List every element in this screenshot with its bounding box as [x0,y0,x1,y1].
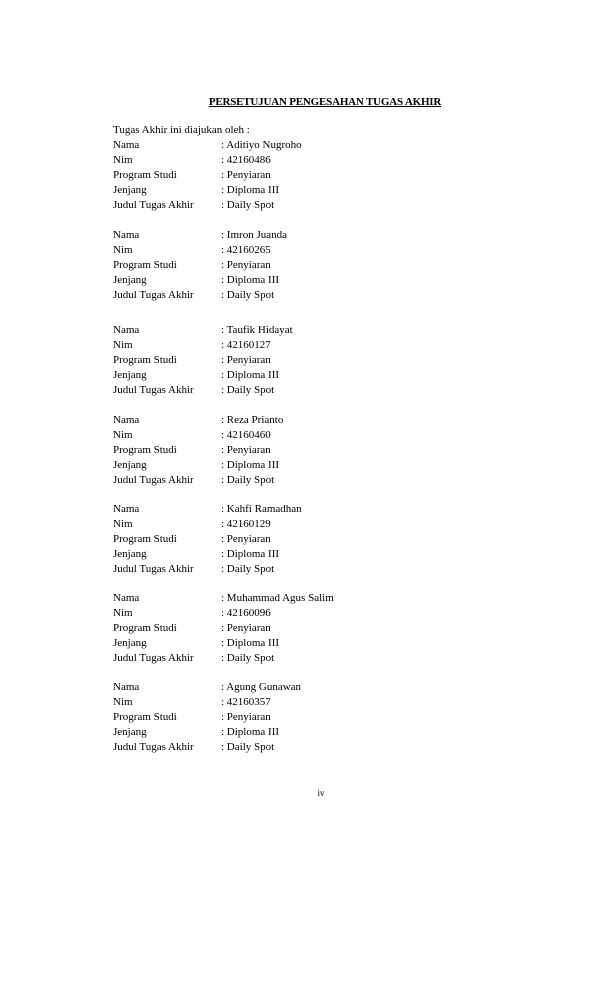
value-judul: : Daily Spot [221,474,275,486]
label-judul: Judul Tugas Akhir [113,741,194,753]
label-program-studi: Program Studi [113,169,177,181]
label-jenjang: Jenjang [113,369,147,381]
field-row-program-studi [113,443,513,458]
field-row-jenjang [113,725,513,740]
label-jenjang: Jenjang [113,726,147,738]
label-jenjang: Jenjang [113,459,147,471]
label-program-studi: Program Studi [113,622,177,634]
value-jenjang: : Diploma III [221,548,280,560]
value-nama: : Taufik Hidayat [221,324,293,336]
field-row-judul [113,383,513,398]
label-jenjang: Jenjang [113,184,147,196]
value-nama: : Imron Juanda [221,229,287,241]
field-row-nama [113,138,513,153]
intro-text: Tugas Akhir ini diajukan oleh : [113,124,250,136]
field-row-judul [113,740,513,755]
value-nama: : Aditiyo Nugroho [221,139,302,151]
label-jenjang: Jenjang [113,637,147,649]
label-nama: Nama [113,681,140,693]
student-block [113,323,513,398]
field-row-nama [113,323,513,338]
label-nim: Nim [113,518,133,530]
value-judul: : Daily Spot [221,741,275,753]
field-row-nim [113,243,513,258]
field-row-judul [113,651,513,666]
student-block [113,502,513,577]
field-row-program-studi [113,532,513,547]
value-nama: : Muhammad Agus Salim [221,592,334,604]
label-nim: Nim [113,339,133,351]
field-row-program-studi [113,258,513,273]
value-nama: : Agung Gunawan [221,681,302,693]
field-row-judul [113,562,513,577]
label-nama: Nama [113,139,140,151]
value-judul: : Daily Spot [221,652,275,664]
value-program-studi: : Penyiaran [221,354,271,366]
field-row-jenjang [113,368,513,383]
student-block [113,591,513,666]
label-judul: Judul Tugas Akhir [113,199,194,211]
document-title: PERSETUJUAN PENGESAHAN TUGAS AKHIR [208,96,442,108]
field-row-judul [113,473,513,488]
field-row-jenjang [113,183,513,198]
label-program-studi: Program Studi [113,354,177,366]
field-row-nim [113,695,513,710]
field-row-nim [113,517,513,532]
student-block [113,138,513,213]
field-row-jenjang [113,636,513,651]
field-row-judul [113,288,513,303]
field-row-nama [113,413,513,428]
value-nim: : 42160357 [221,696,271,708]
value-jenjang: : Diploma III [221,274,280,286]
value-nim: : 42160486 [221,154,271,166]
field-row-program-studi [113,621,513,636]
label-jenjang: Jenjang [113,548,147,560]
label-nim: Nim [113,429,133,441]
value-program-studi: : Penyiaran [221,259,271,271]
student-block [113,413,513,488]
value-program-studi: : Penyiaran [221,711,271,723]
field-row-nim [113,428,513,443]
label-jenjang: Jenjang [113,274,147,286]
value-jenjang: : Diploma III [221,459,280,471]
value-program-studi: : Penyiaran [221,444,271,456]
value-judul: : Daily Spot [221,563,275,575]
label-nama: Nama [113,324,140,336]
value-judul: : Daily Spot [221,384,275,396]
field-row-program-studi [113,168,513,183]
value-nim: : 42160096 [221,607,271,619]
label-program-studi: Program Studi [113,259,177,271]
label-nama: Nama [113,592,140,604]
field-row-program-studi [113,353,513,368]
field-row-nama [113,591,513,606]
label-judul: Judul Tugas Akhir [113,652,194,664]
page-number: iv [317,788,325,798]
value-jenjang: : Diploma III [221,369,280,381]
value-jenjang: : Diploma III [221,184,280,196]
field-row-jenjang [113,458,513,473]
label-judul: Judul Tugas Akhir [113,289,194,301]
label-nim: Nim [113,154,133,166]
value-jenjang: : Diploma III [221,726,280,738]
label-program-studi: Program Studi [113,533,177,545]
value-nim: : 42160127 [221,339,271,351]
field-row-jenjang [113,273,513,288]
value-program-studi: : Penyiaran [221,169,271,181]
value-nama: : Reza Prianto [221,414,284,426]
field-row-nim [113,153,513,168]
value-judul: : Daily Spot [221,199,275,211]
value-program-studi: : Penyiaran [221,533,271,545]
label-program-studi: Program Studi [113,444,177,456]
label-judul: Judul Tugas Akhir [113,563,194,575]
value-nama: : Kahfi Ramadhan [221,503,302,515]
value-jenjang: : Diploma III [221,637,280,649]
label-nim: Nim [113,244,133,256]
value-program-studi: : Penyiaran [221,622,271,634]
label-judul: Judul Tugas Akhir [113,474,194,486]
label-nim: Nim [113,607,133,619]
field-row-jenjang [113,547,513,562]
value-nim: : 42160460 [221,429,271,441]
field-row-nim [113,606,513,621]
field-row-nama [113,680,513,695]
value-nim: : 42160265 [221,244,271,256]
label-program-studi: Program Studi [113,711,177,723]
value-judul: : Daily Spot [221,289,275,301]
field-row-nim [113,338,513,353]
label-nama: Nama [113,503,140,515]
label-nama: Nama [113,229,140,241]
student-block [113,680,513,755]
label-nim: Nim [113,696,133,708]
value-nim: : 42160129 [221,518,271,530]
field-row-judul [113,198,513,213]
field-row-nama [113,228,513,243]
label-nama: Nama [113,414,140,426]
student-block [113,228,513,303]
field-row-program-studi [113,710,513,725]
label-judul: Judul Tugas Akhir [113,384,194,396]
field-row-nama [113,502,513,517]
